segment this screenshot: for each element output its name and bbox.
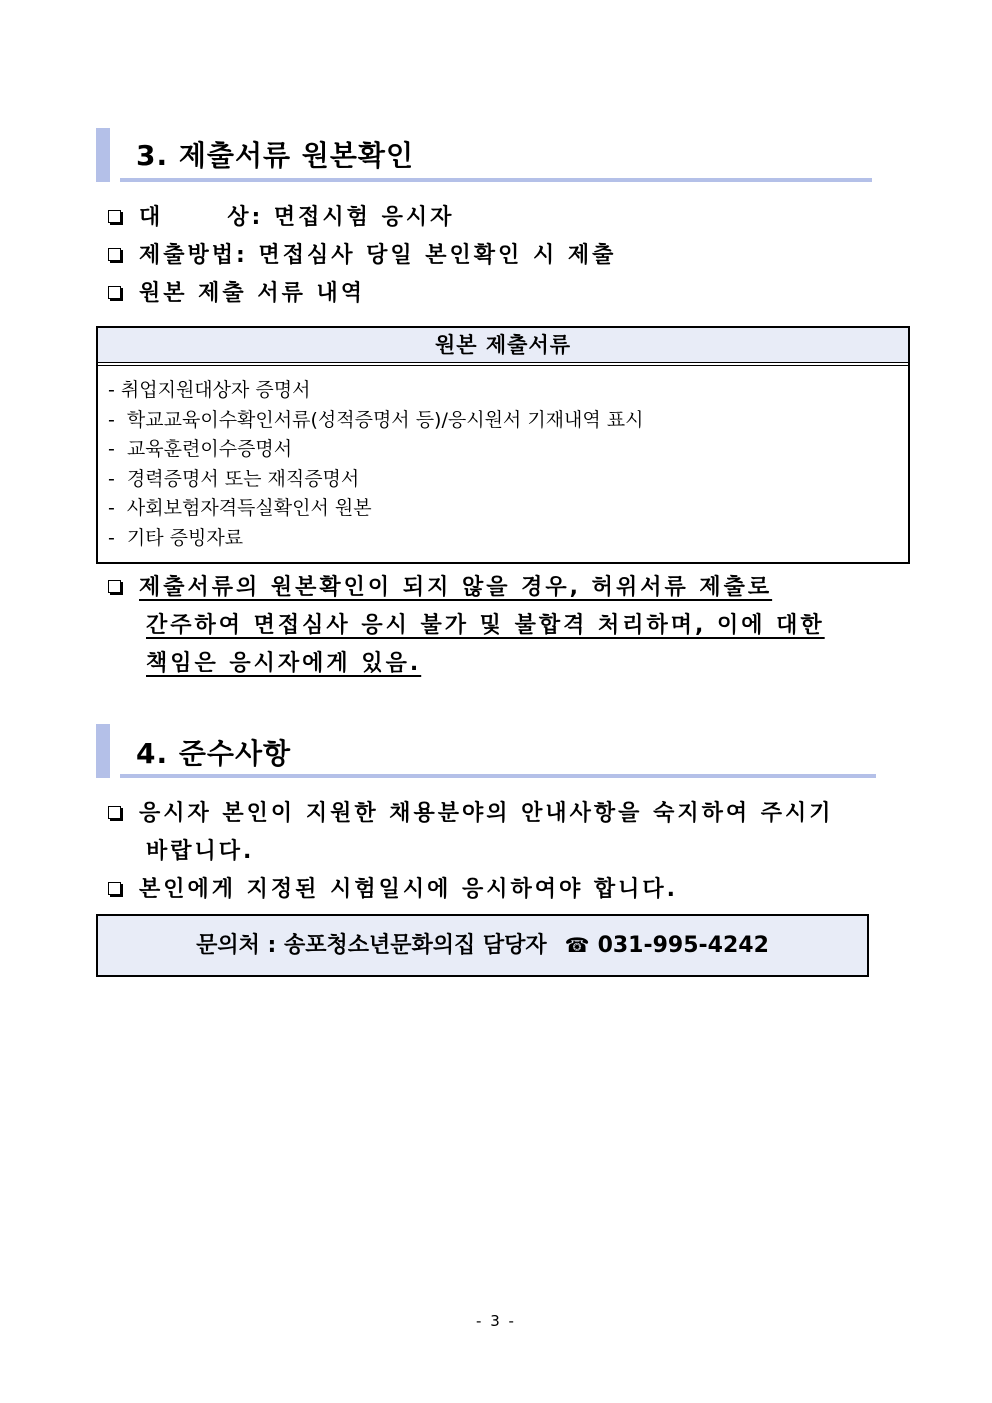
list-item: - 학교교육이수확인서류(성적증명서 등)/응시원서 기재내역 표시: [108, 408, 644, 431]
page-number: - 3 -: [476, 1312, 516, 1330]
notice-bullet: 제출서류의 원본확인이 되지 않을 경우, 허위서류 제출로: [108, 570, 772, 601]
contact-label: 문의처 : 송포청소년문화의집 담당자: [196, 933, 547, 958]
heading-accent-bar: [96, 128, 110, 182]
list-item: - 경력증명서 또는 재직증명서: [108, 467, 360, 490]
list-item: - 사회보험자격득실확인서 원본: [108, 497, 372, 519]
section-4-heading: [96, 724, 876, 778]
checkbox-bullet-icon: [108, 286, 121, 299]
list-item: - 취업지원대상자 증명서: [108, 379, 311, 401]
contact-box: [96, 914, 869, 977]
bullet-compliance-2: 본인에게 지정된 시험일시에 응시하여야 합니다.: [108, 872, 678, 903]
table-header: 원본 제출서류: [98, 328, 908, 363]
document-list: [98, 366, 908, 553]
bullet-target: 대 상: 면접시험 응시자: [108, 200, 454, 231]
heading-underline: [120, 178, 872, 182]
notice-line-3: 책임은 응시자에게 있음.: [146, 651, 422, 676]
checkbox-bullet-icon: [108, 806, 121, 819]
section-3-title: 3. 제출서류 원본확인: [136, 139, 415, 172]
list-item: - 교육훈련이수증명서: [108, 438, 293, 460]
bullet-compliance-1-cont: 바랍니다.: [146, 839, 255, 864]
checkbox-bullet-icon: [108, 580, 121, 593]
section-3-heading: [96, 128, 872, 182]
original-documents-table: [96, 326, 910, 564]
bullet-document-list: 원본 제출 서류 내역: [108, 276, 365, 307]
phone-icon: ☎: [564, 933, 590, 957]
list-item: - 기타 증빙자료: [108, 526, 244, 549]
contact-phone: 031-995-4242: [597, 933, 769, 958]
section-4-title: 4. 준수사항: [136, 737, 292, 770]
heading-underline: [120, 774, 876, 778]
heading-accent-bar: [96, 724, 110, 778]
bullet-compliance-1: 응시자 본인이 지원한 채용분야의 안내사항을 숙지하여 주시기: [108, 796, 834, 827]
bullet-method: 제출방법: 면접심사 당일 본인확인 시 제출: [108, 238, 616, 269]
notice-line-2: 간주하여 면접심사 응시 불가 및 불합격 처리하며, 이에 대한: [146, 613, 825, 638]
checkbox-bullet-icon: [108, 882, 121, 895]
checkbox-bullet-icon: [108, 248, 121, 261]
checkbox-bullet-icon: [108, 210, 121, 223]
